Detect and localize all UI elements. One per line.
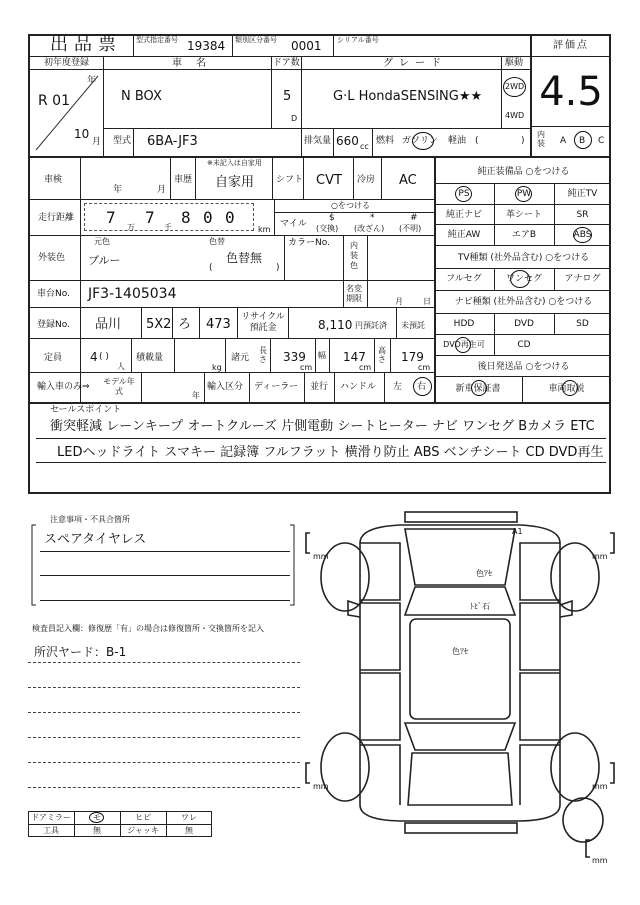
first-reg-label: 初年度登録 bbox=[44, 58, 90, 68]
navi-dvd-play-circle bbox=[455, 337, 471, 353]
orig-color-value: ブルー bbox=[88, 254, 121, 267]
interior-grade-c: C bbox=[598, 136, 605, 146]
navi-title: ナビ種類 (社外品含む) ○をつける bbox=[454, 297, 593, 307]
reg-kana: ろ bbox=[178, 317, 192, 332]
handle-left: 左 bbox=[393, 382, 403, 392]
door-mirror-circle bbox=[89, 812, 104, 823]
ac-value: AC bbox=[399, 173, 417, 188]
navi-hdd: HDD bbox=[453, 319, 475, 329]
tv-analog: アナログ bbox=[564, 274, 601, 284]
width-cm: cm bbox=[359, 363, 372, 372]
handle-right: 右 bbox=[417, 382, 427, 392]
mileage-digit-3: 8 bbox=[181, 208, 191, 227]
interior-color-label: 内装色 bbox=[350, 241, 358, 270]
reg-area: 品川 bbox=[95, 317, 122, 332]
diagram-mm-rl: mm bbox=[313, 782, 329, 791]
swap-symbol: $ bbox=[329, 213, 335, 223]
mileage-digit-5: 0 bbox=[225, 208, 235, 227]
displacement-label: 排気量 bbox=[304, 136, 332, 146]
tv-title: TV種類 (社外品含む) ○をつける bbox=[457, 253, 590, 263]
unknown-symbol: # bbox=[410, 213, 418, 223]
type-cert-label: 型式指定番号 bbox=[136, 36, 178, 44]
mileage-km: km bbox=[258, 225, 271, 234]
class-label: 類別区分番号 bbox=[235, 36, 277, 44]
history-value: 自家用 bbox=[215, 175, 255, 190]
recycle-label: リサイクル預託金 bbox=[241, 312, 285, 333]
drive-2wd: 2WD bbox=[505, 82, 525, 91]
first-reg-month: 10 bbox=[74, 127, 90, 141]
damage-mark-a1: A1 bbox=[512, 527, 523, 536]
equip-tv: 純正TV bbox=[567, 189, 598, 199]
damage-mark-3: 色ｱｾ bbox=[452, 647, 468, 656]
import-parallel: 並行 bbox=[310, 382, 329, 392]
equip-leather: 革シート bbox=[505, 210, 542, 220]
tools-label: 工具 bbox=[43, 826, 59, 835]
import-type-label: 輸入区分 bbox=[207, 382, 244, 392]
orig-color-label: 元色 bbox=[94, 237, 110, 246]
color-label: 外装色 bbox=[38, 253, 66, 263]
mileage-digit-2: 7 bbox=[145, 208, 155, 227]
first-reg-year: R 01 bbox=[38, 93, 70, 109]
month-unit: 月 bbox=[92, 137, 102, 147]
load-kg: kg bbox=[212, 363, 222, 372]
inspector-label: 検査員記入欄：修復歴「有」の場合は修復箇所・交換箇所を記入 bbox=[32, 624, 264, 633]
capacity-paren: ( ) bbox=[99, 352, 109, 362]
interior-label: 内装 bbox=[537, 130, 545, 148]
score-value: 4.5 bbox=[539, 69, 603, 115]
mile-label: マイル bbox=[280, 219, 307, 229]
recycle-amount: 8,110 bbox=[318, 318, 353, 332]
send-warranty-circle bbox=[471, 380, 487, 396]
score-label: 評価点 bbox=[553, 40, 589, 51]
fuel-paren-close: ) bbox=[521, 136, 525, 146]
notes-label: 注意事項・不具合箇所 bbox=[50, 515, 130, 524]
notes-line-1: スペアタイヤレス bbox=[44, 532, 147, 547]
chassis-no: JF3-1405034 bbox=[88, 286, 177, 302]
door-mirror-value: モ bbox=[93, 813, 101, 822]
model-year-label: モデル年式 bbox=[103, 377, 135, 396]
import-dealer: ディーラー bbox=[254, 382, 299, 392]
length-value: 339 bbox=[283, 350, 306, 364]
diagram-mm-fr: mm bbox=[592, 552, 608, 561]
sales-label: セールスポイント bbox=[50, 405, 122, 415]
equip-pw: PW bbox=[516, 189, 532, 199]
equip-pw-circle bbox=[515, 186, 532, 202]
sales-line-2: LEDヘッドライト スマキー 記録簿 フルフラット 横滑り防止 ABS ベンチシート CD DVD再生 bbox=[57, 445, 604, 460]
mileage-digit-1: 7 bbox=[106, 208, 116, 227]
navi-dvd-play: DVD再生可 bbox=[443, 340, 485, 349]
diagram-mm-fl: mm bbox=[313, 552, 329, 561]
name-change-label: 名変期限 bbox=[346, 284, 362, 303]
equip-ps-circle bbox=[455, 186, 472, 202]
mileage-circle-note: ○をつける bbox=[331, 201, 370, 210]
height-value: 179 bbox=[401, 350, 424, 364]
car-diagram bbox=[300, 505, 620, 865]
fuel-gas: ガソリン bbox=[402, 136, 439, 146]
width-label: 幅 bbox=[318, 351, 326, 360]
mileage-sen: 千 bbox=[164, 223, 172, 232]
fuel-label: 燃料 bbox=[376, 136, 395, 146]
send-manual-circle bbox=[562, 380, 578, 396]
crack-label: ヒビ bbox=[135, 813, 151, 822]
equip-navi: 純正ナビ bbox=[445, 210, 482, 220]
handle-label: ハンドル bbox=[340, 382, 377, 392]
mileage-label: 走行距離 bbox=[38, 213, 75, 223]
model-label: 型式 bbox=[113, 136, 132, 146]
history-label: 車歴 bbox=[174, 175, 193, 185]
door-mirror-label: ドアミラー bbox=[31, 813, 71, 822]
fuel-diesel: 軽油 bbox=[448, 136, 467, 146]
drive-4wd: 4WD bbox=[505, 111, 525, 120]
recycle-paid: 円預託済 bbox=[355, 321, 387, 330]
name-change-day: 日 bbox=[423, 297, 431, 306]
damage-mark-2: ﾄﾋﾞ石 bbox=[470, 602, 490, 611]
unknown-label: (不明) bbox=[399, 224, 422, 233]
repaint-paren-open: ( bbox=[209, 263, 213, 273]
chassis-label: 車台No. bbox=[37, 289, 70, 299]
inspection-label: 車検 bbox=[44, 175, 63, 185]
capacity-value: 4 bbox=[90, 350, 98, 364]
inspection-month-unit: 月 bbox=[157, 185, 167, 195]
tools-value: 無 bbox=[93, 826, 101, 835]
model-value: 6BA-JF3 bbox=[147, 134, 198, 149]
shift-label: シフト bbox=[276, 175, 304, 185]
swap-label: (交換) bbox=[316, 224, 339, 233]
height-cm: cm bbox=[418, 363, 431, 372]
repaint-paren-close: ) bbox=[276, 263, 280, 273]
recycle-unpaid: 未預託 bbox=[401, 321, 425, 330]
interior-grade-a: A bbox=[560, 136, 567, 146]
capacity-label: 定員 bbox=[44, 353, 63, 363]
send-warranty: 新車保証書 bbox=[455, 384, 501, 394]
doors-label: ドア数 bbox=[273, 58, 300, 68]
equip-abs: ABS bbox=[573, 230, 592, 240]
grade-value: G·L HondaSENSING★★ bbox=[333, 89, 483, 104]
length-label: 長さ bbox=[259, 346, 267, 364]
repaint-value: 色替無 bbox=[226, 251, 263, 265]
alter-symbol: * bbox=[370, 213, 375, 223]
sales-line-1: 衝突軽減 レーンキープ オートクルーズ 片側電動 シートヒーター ナビ ワンセグ Bカメラ ETC bbox=[50, 419, 595, 434]
car-name: N BOX bbox=[121, 89, 162, 104]
diagram-mm-spare: mm bbox=[592, 856, 608, 865]
shift-value: CVT bbox=[316, 173, 342, 188]
inspection-year-unit: 年 bbox=[113, 185, 123, 195]
height-label: 高さ bbox=[378, 346, 386, 364]
jack-label: ジャッキ bbox=[127, 826, 159, 835]
send-manual: 車両取説 bbox=[548, 384, 585, 394]
fuel-circle bbox=[412, 132, 434, 150]
car-name-label: 車名 bbox=[172, 58, 220, 69]
interior-grade-b: B bbox=[579, 136, 586, 146]
mileage-man: 万 bbox=[127, 223, 135, 232]
ac-label: 冷房 bbox=[357, 175, 376, 185]
year-unit: 年 bbox=[87, 76, 97, 86]
equip-abs-circle bbox=[573, 227, 592, 243]
send-title: 後日発送品 ○をつける bbox=[477, 362, 570, 372]
doors-d: D bbox=[291, 114, 298, 123]
dims-label: 諸元 bbox=[231, 353, 250, 363]
break-label: ワレ bbox=[181, 813, 197, 822]
reg-label: 登録No. bbox=[37, 320, 70, 330]
equip-sr: SR bbox=[576, 210, 589, 220]
length-cm: cm bbox=[300, 363, 313, 372]
load-label: 積載量 bbox=[136, 353, 164, 363]
jack-value: 無 bbox=[185, 826, 193, 835]
mileage-digit-4: 0 bbox=[203, 208, 213, 227]
navi-dvd: DVD bbox=[514, 319, 534, 329]
tv-oneseg-circle bbox=[510, 270, 530, 288]
grade-label: グレード bbox=[383, 58, 447, 69]
displacement-cc: cc bbox=[360, 142, 369, 151]
displacement-value: 660 bbox=[336, 134, 359, 148]
form-title: 出品票 bbox=[50, 34, 122, 55]
capacity-unit: 人 bbox=[117, 362, 125, 371]
tv-fullseg: フルセグ bbox=[446, 274, 482, 284]
model-year-unit: 年 bbox=[192, 391, 200, 400]
color-no-label: カラーNo. bbox=[288, 238, 330, 248]
tv-oneseg: ワンセグ bbox=[505, 274, 542, 284]
equip-airbag: エアB bbox=[511, 230, 537, 240]
diagram-mm-rr: mm bbox=[592, 782, 608, 791]
navi-cd: CD bbox=[517, 340, 531, 350]
name-change-month: 月 bbox=[395, 297, 403, 306]
repaint-label: 色替 bbox=[209, 237, 225, 246]
equip-aw: 純正AW bbox=[447, 230, 481, 240]
alter-label: (改ざん) bbox=[354, 224, 385, 233]
width-value: 147 bbox=[343, 350, 366, 364]
history-note: ※未記入は自家用 bbox=[207, 159, 262, 167]
doors-value: 5 bbox=[283, 89, 292, 104]
reg-class: 5X2 bbox=[146, 317, 172, 332]
damage-mark-1: 色ｱｾ bbox=[476, 569, 492, 578]
import-label: 輸入車のみ⇒ bbox=[37, 382, 90, 392]
serial-label: シリアル番号 bbox=[337, 36, 379, 44]
class-no: 0001 bbox=[291, 39, 322, 53]
navi-sd: SD bbox=[576, 319, 589, 329]
type-cert-no: 19384 bbox=[187, 39, 226, 53]
drive-label: 駆動 bbox=[505, 58, 524, 68]
fuel-paren-open: ( bbox=[475, 136, 479, 146]
inspector-line-1: 所沢ヤード：B-1 bbox=[34, 645, 127, 659]
equipment-title: 純正装備品 ○をつける bbox=[477, 167, 570, 177]
reg-no: 473 bbox=[206, 317, 231, 332]
equip-ps: PS bbox=[458, 189, 470, 199]
